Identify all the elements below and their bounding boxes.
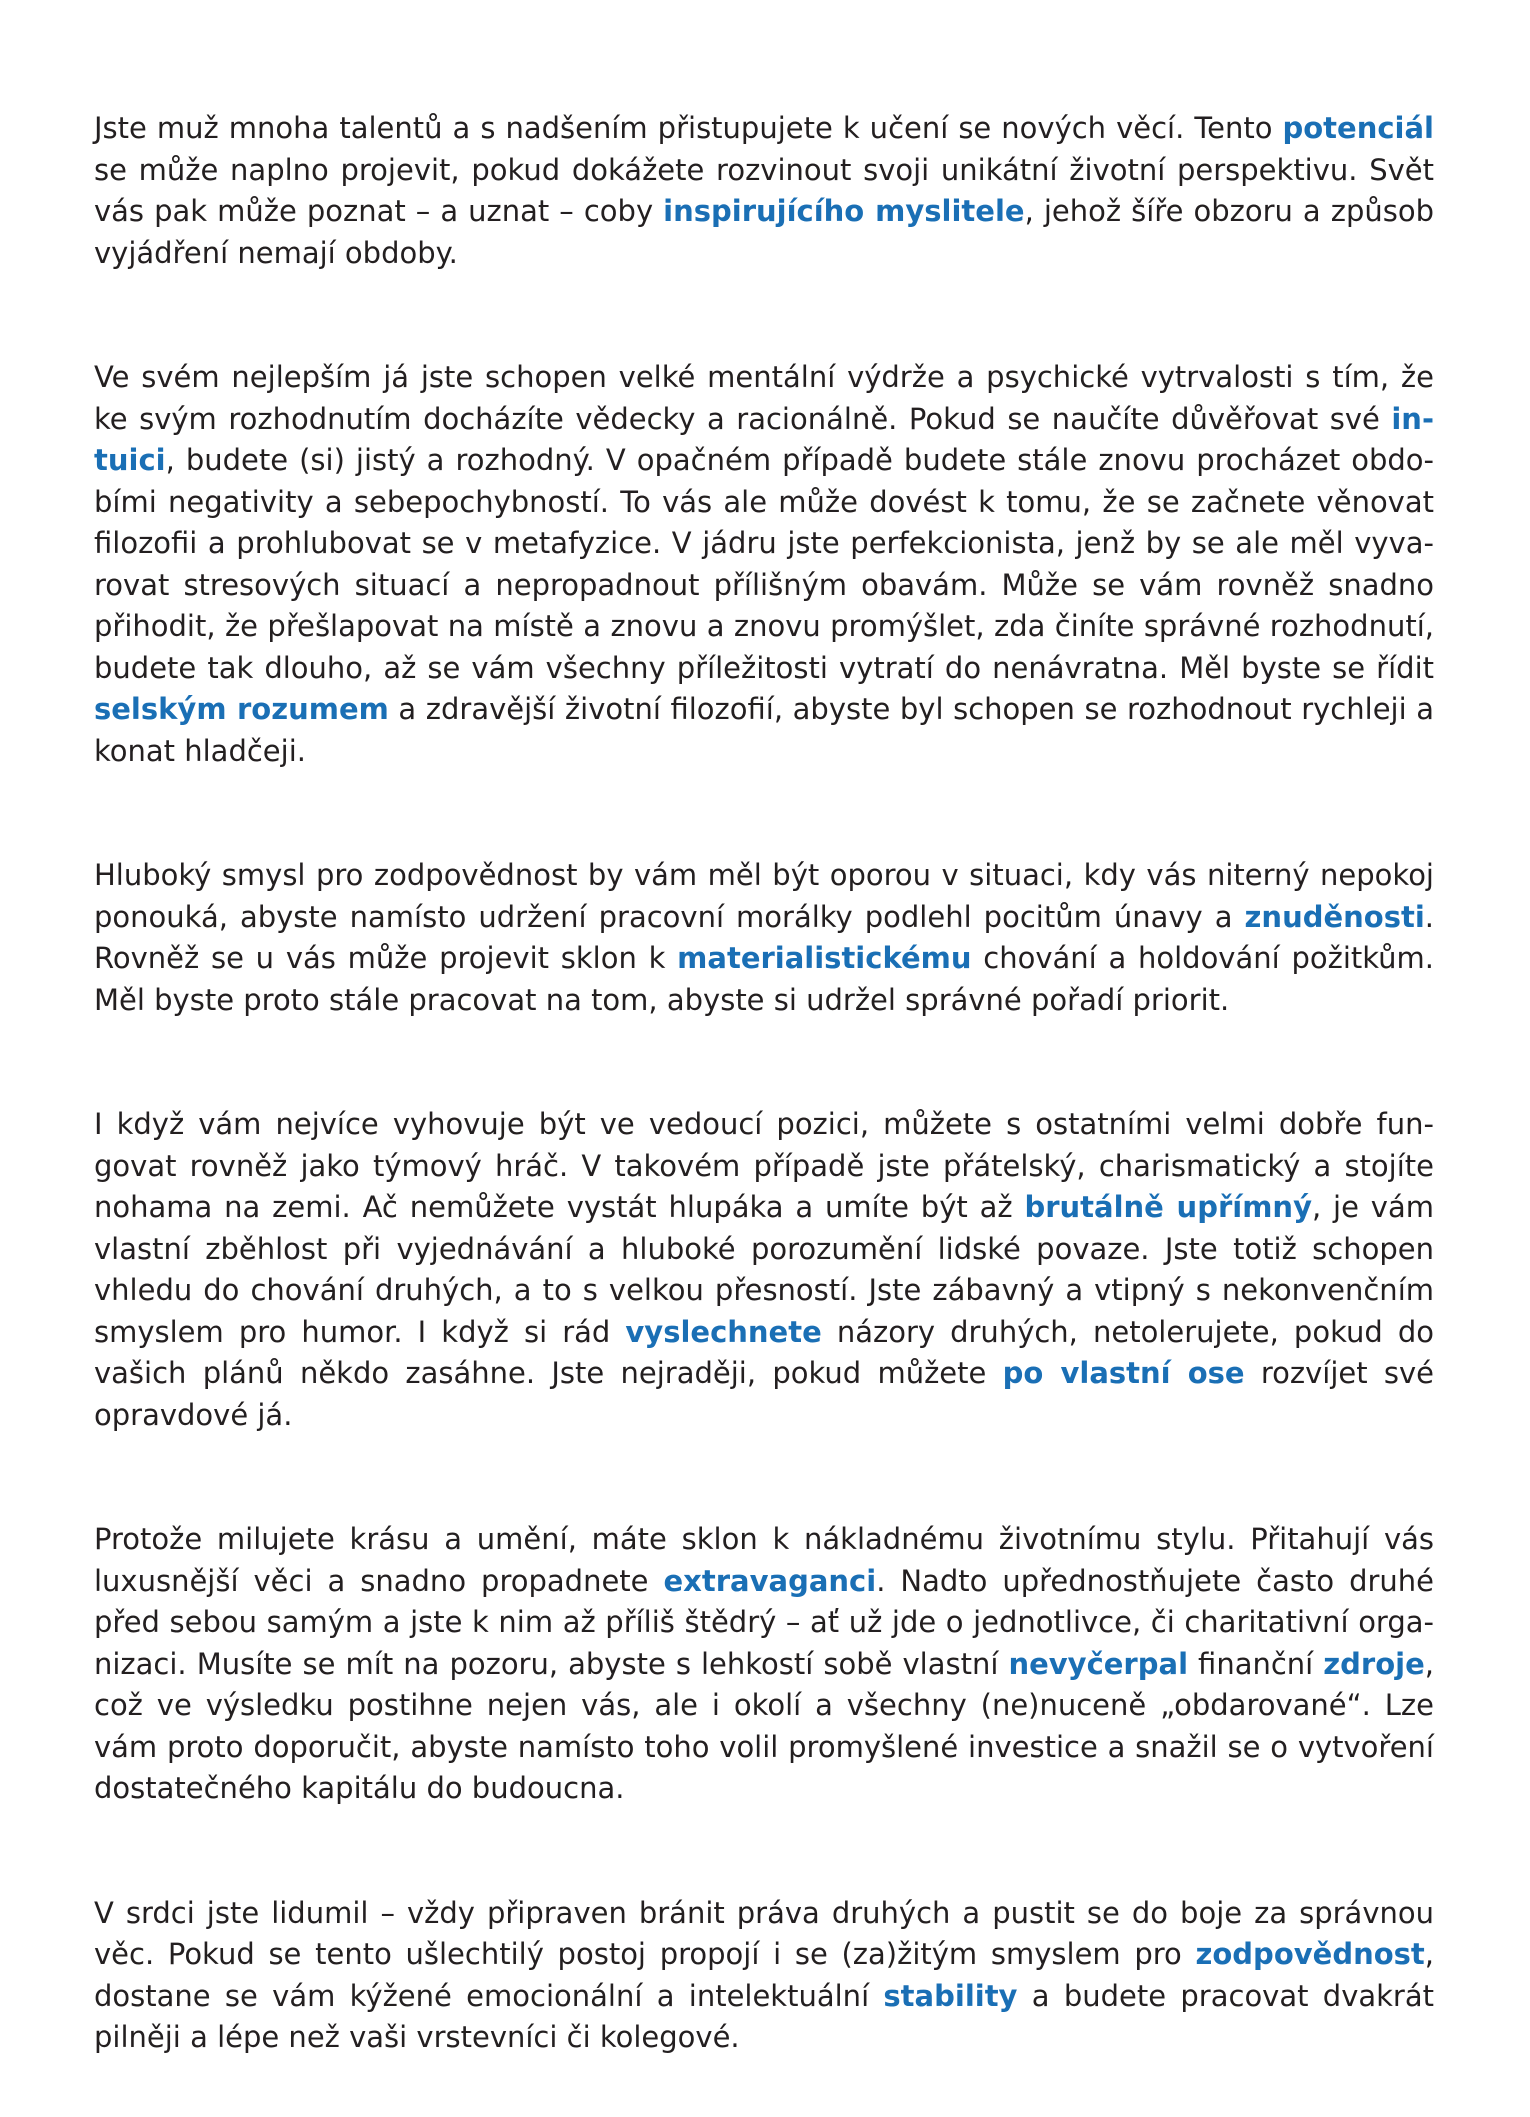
text-segment: Protože milujete krásu a umění, máte sklon k nákladnému životnímu stylu. Přitahují vás luxusnější věci a snadno propadnete <box>94 1522 1434 1598</box>
text-segment: , jehož šíře obzoru a způsob vyjádření nemají obdoby. <box>94 194 1434 270</box>
paragraph-5 <box>94 1519 1434 1810</box>
highlighted-term: vyslechnete <box>625 1314 822 1349</box>
highlighted-term: brutálně upřímný <box>1024 1190 1312 1224</box>
text-segment: . Nadto upřednostňujete často druhé před sebou samým a jste k nim až příliš štědrý – ať už jde o jednotlivce, či charitativní organizaci. Musíte se mít na pozoru, abyste s lehkostí sobě vlastní <box>94 1563 1435 1681</box>
text-segment: názory druhých, netolerujete, pokud do vašich plánů někdo zasáhne. Jste nejraději, pokud můžete <box>94 1314 1434 1390</box>
paragraph-3 <box>94 855 1434 1021</box>
text-segment: , což ve výsledku postihne nejen vás, ale i okolí a všechny (ne)nuceně „obdarované“. Lze vám proto doporučit, abyste namísto toho volil promyšlené investice a snažil se o vytvoření dostatečného kapitálu do budoucna. <box>94 1646 1434 1805</box>
text-segment: . Rovněž se u vás může projevit sklon k <box>94 899 1434 975</box>
highlighted-term: inspirujícího myslitele <box>663 194 1025 228</box>
text-segment: chování a holdování požitkům. Měl byste proto stále pracovat na tom, abyste si udržel správné pořadí priorit. <box>94 941 1434 1017</box>
text-segment: , dostane se vám kýžené emocionální a intelektuální <box>94 1937 1434 2013</box>
text-segment: , je vám vlastní zběhlost při vyjednávání a hluboké porozumění lidské povaze. Jste totiž schopen vhledu do chování druhých, a to s velkou přesností. Jste zábavný a vtipný s nekonvenčním smyslem pro humor. I když si rád <box>94 1190 1434 1349</box>
highlighted-term: znuděnosti <box>1244 899 1425 934</box>
highlighted-term: extravaganci <box>663 1563 877 1598</box>
highlighted-term: potenciál <box>1282 111 1434 145</box>
highlighted-term: stability <box>883 1978 1018 2013</box>
document-body <box>94 108 1434 2059</box>
paragraph-2 <box>94 357 1434 772</box>
text-segment: a zdravější životní filozofií, abyste byl schopen se rozhodnout rychleji a konat hladčeji. <box>94 692 1434 768</box>
text-segment: V srdci jste lidumil – vždy připraven bránit práva druhých a pustit se do boje za správnou věc. Pokud se tento ušlechtilý postoj propojí i se (za)žitým smyslem pro <box>94 1895 1434 1971</box>
text-segment: rozvíjet své opravdové já. <box>94 1356 1435 1432</box>
paragraph-1 <box>94 108 1434 274</box>
highlighted-term: nevyčerpal <box>1008 1646 1189 1681</box>
text-segment: se může naplno projevit, pokud dokážete rozvinout svoji unikátní životní perspektivu. Svět vás pak může poznat – a uznat – coby <box>94 152 1434 228</box>
text-segment: Ve svém nejlepším já jste schopen velké mentální výdrže a psychické vytrvalosti s tím, že ke svým rozhodnutím docházíte vědecky a racionálně. Pokud se naučíte důvěřovat své <box>94 360 1434 436</box>
text-segment: Hluboký smysl pro zodpovědnost by vám měl být oporou v situaci, kdy vás niterný nepokoj ponouká, abyste namísto udržení pracovní morálky podlehl pocitům únavy a <box>94 858 1434 934</box>
text-segment: , budete (si) jistý a rozhodný. V opačném případě budete stále znovu procházet obdobími negativity a sebepochybností. To vás ale může dovést k tomu, že se začnete věnovat filozofii a prohlubovat se v metafyzice. V jádru jste perfekcionista, jenž by se ale měl vyvarovat stresových situací a nepropadnout přílišným obavám. Může se vám rovněž snadno přihodit, že přešlapovat na místě a znovu a znovu promýšlet, zda činíte správné rozhodnutí, budete tak dlouho, až se vám všechny příležitosti vytratí do nenávratna. Měl byste se řídit <box>94 443 1434 685</box>
paragraph-4 <box>94 1104 1434 1436</box>
highlighted-term: po vlastní ose <box>1002 1356 1245 1390</box>
highlighted-term: materialistickému <box>677 941 972 975</box>
paragraph-6 <box>94 1893 1434 2059</box>
highlighted-term: zdroje <box>1323 1646 1425 1681</box>
text-segment: finanční <box>1188 1646 1324 1681</box>
highlighted-term: selským rozumem <box>94 692 389 726</box>
highlighted-term: zodpovědnost <box>1195 1937 1425 1971</box>
highlighted-term: intuici <box>94 401 1434 477</box>
text-segment: a budete pracovat dvakrát pilněji a lépe než vaši vrstevníci či kolegové. <box>94 1978 1434 2054</box>
text-segment: I když vám nejvíce vyhovuje být ve vedoucí pozici, můžete s ostatními velmi dobře fungovat rovněž jako týmový hráč. V takovém případě jste přátelský, charismatický a stojíte nohama na zemi. Ač nemůžete vystát hlupáka a umíte být až <box>94 1107 1434 1224</box>
text-segment: Jste muž mnoha talentů a s nadšením přistupujete k učení se nových věcí. Tento <box>94 111 1283 145</box>
